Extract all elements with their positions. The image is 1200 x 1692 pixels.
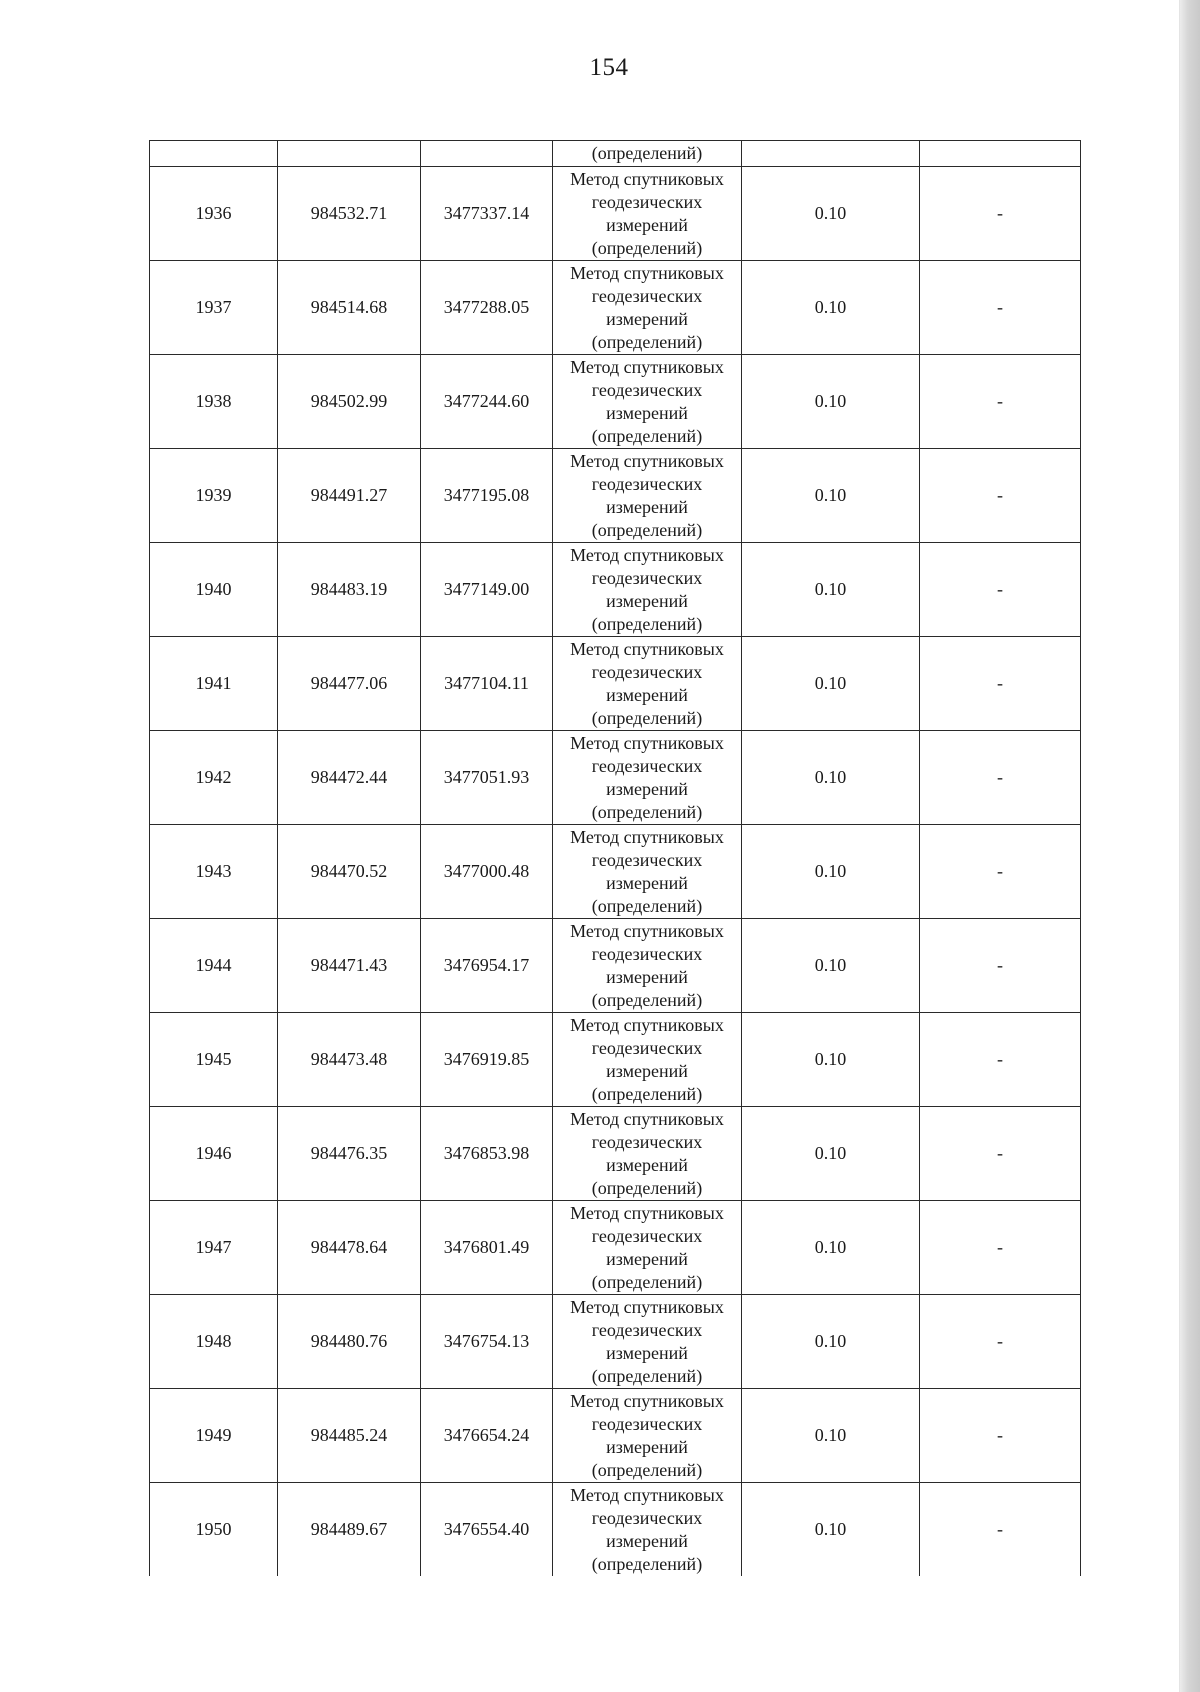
cell-x xyxy=(278,141,421,167)
cell-precision: 0.10 xyxy=(742,731,920,825)
cell-point: 1938 xyxy=(150,355,278,449)
cell-x: 984532.71 xyxy=(278,167,421,261)
cell-method xyxy=(553,1107,742,1201)
cell-method xyxy=(553,919,742,1013)
cell-x: 984470.52 xyxy=(278,825,421,919)
cell-x: 984489.67 xyxy=(278,1483,421,1577)
cell-description: - xyxy=(920,1483,1081,1577)
cell-y: 3476853.98 xyxy=(421,1107,553,1201)
method-text: Метод спутниковых геодезических измерений (определений) xyxy=(570,732,724,822)
cell-precision: 0.10 xyxy=(742,1295,920,1389)
cell-precision: 0.10 xyxy=(742,261,920,355)
cell-y: 3476654.24 xyxy=(421,1389,553,1483)
cell-x: 984473.48 xyxy=(278,1013,421,1107)
cell-x: 984478.64 xyxy=(278,1201,421,1295)
cell-method xyxy=(553,637,742,731)
table-row xyxy=(150,731,1081,825)
method-text: Метод спутниковых геодезических измерений (определений) xyxy=(570,920,724,1010)
cell-x: 984476.35 xyxy=(278,1107,421,1201)
cell-precision: 0.10 xyxy=(742,449,920,543)
cell-method xyxy=(553,731,742,825)
table-row xyxy=(150,919,1081,1013)
cell-x: 984483.19 xyxy=(278,543,421,637)
cell-description: - xyxy=(920,1013,1081,1107)
method-text: Метод спутниковых геодезических измерений (определений) xyxy=(570,826,724,916)
cell-precision: 0.10 xyxy=(742,1201,920,1295)
cell-y: 3477000.48 xyxy=(421,825,553,919)
coordinates-table-body xyxy=(150,141,1081,1577)
table-row xyxy=(150,261,1081,355)
cell-y: 3477288.05 xyxy=(421,261,553,355)
method-text: Метод спутниковых геодезических измерений (определений) xyxy=(570,168,724,258)
cell-precision xyxy=(742,141,920,167)
method-text: Метод спутниковых геодезических измерений (определений) xyxy=(570,1390,724,1480)
cell-description: - xyxy=(920,355,1081,449)
cell-description: - xyxy=(920,167,1081,261)
method-text: Метод спутниковых геодезических измерений (определений) xyxy=(570,1014,724,1104)
cell-precision: 0.10 xyxy=(742,167,920,261)
cell-description: - xyxy=(920,1295,1081,1389)
cell-description: - xyxy=(920,637,1081,731)
cell-x: 984480.76 xyxy=(278,1295,421,1389)
cell-method: (определений) xyxy=(553,141,742,167)
cell-point: 1939 xyxy=(150,449,278,543)
cell-precision: 0.10 xyxy=(742,1483,920,1577)
cell-method xyxy=(553,1389,742,1483)
cell-description: - xyxy=(920,731,1081,825)
table-row xyxy=(150,1013,1081,1107)
cell-x: 984491.27 xyxy=(278,449,421,543)
cell-precision: 0.10 xyxy=(742,1389,920,1483)
cell-point: 1940 xyxy=(150,543,278,637)
cell-x: 984477.06 xyxy=(278,637,421,731)
cell-description: - xyxy=(920,261,1081,355)
method-text: Метод спутниковых геодезических измерений (определений) xyxy=(570,638,724,728)
cell-description: - xyxy=(920,825,1081,919)
cell-y: 3476554.40 xyxy=(421,1483,553,1577)
cell-point: 1948 xyxy=(150,1295,278,1389)
method-text: Метод спутниковых геодезических измерений (определений) xyxy=(570,1202,724,1292)
cell-x: 984471.43 xyxy=(278,919,421,1013)
cell-point: 1946 xyxy=(150,1107,278,1201)
cell-description: - xyxy=(920,1389,1081,1483)
table-row xyxy=(150,1389,1081,1483)
cell-method xyxy=(553,543,742,637)
cell-precision: 0.10 xyxy=(742,637,920,731)
cell-y: 3476801.49 xyxy=(421,1201,553,1295)
cell-description: - xyxy=(920,449,1081,543)
table-row xyxy=(150,1295,1081,1389)
cell-point: 1942 xyxy=(150,731,278,825)
table-row xyxy=(150,1107,1081,1201)
cell-description xyxy=(920,141,1081,167)
cell-method xyxy=(553,825,742,919)
cell-x: 984485.24 xyxy=(278,1389,421,1483)
cell-method xyxy=(553,1483,742,1577)
method-text: Метод спутниковых геодезических измерений (определений) xyxy=(570,1484,724,1574)
table-row xyxy=(150,1483,1081,1577)
cell-method xyxy=(553,167,742,261)
cell-y: 3476754.13 xyxy=(421,1295,553,1389)
cell-point: 1944 xyxy=(150,919,278,1013)
cell-x: 984502.99 xyxy=(278,355,421,449)
cell-y xyxy=(421,141,553,167)
method-text: Метод спутниковых геодезических измерений (определений) xyxy=(570,450,724,540)
cell-method xyxy=(553,1201,742,1295)
table-row xyxy=(150,167,1081,261)
cell-y: 3477195.08 xyxy=(421,449,553,543)
cell-method xyxy=(553,449,742,543)
method-text: Метод спутниковых геодезических измерений (определений) xyxy=(570,356,724,446)
table-row xyxy=(150,449,1081,543)
cell-y: 3476954.17 xyxy=(421,919,553,1013)
method-text: Метод спутниковых геодезических измерений (определений) xyxy=(570,1296,724,1386)
cell-point: 1937 xyxy=(150,261,278,355)
cell-point: 1947 xyxy=(150,1201,278,1295)
cell-x: 984472.44 xyxy=(278,731,421,825)
table-row xyxy=(150,637,1081,731)
cell-method xyxy=(553,1295,742,1389)
cell-method xyxy=(553,1013,742,1107)
method-text: Метод спутниковых геодезических измерений (определений) xyxy=(570,1108,724,1198)
cell-y: 3477337.14 xyxy=(421,167,553,261)
cell-point: 1950 xyxy=(150,1483,278,1577)
cell-method xyxy=(553,261,742,355)
method-text: Метод спутниковых геодезических измерений (определений) xyxy=(570,262,724,352)
method-text: Метод спутниковых геодезических измерений (определений) xyxy=(570,544,724,634)
cell-y: 3477149.00 xyxy=(421,543,553,637)
cell-precision: 0.10 xyxy=(742,1013,920,1107)
table-row xyxy=(150,543,1081,637)
page-edge-shadow xyxy=(1180,0,1200,1692)
page-number: 154 xyxy=(589,54,629,81)
cell-y: 3477051.93 xyxy=(421,731,553,825)
cell-point: 1943 xyxy=(150,825,278,919)
cell-method xyxy=(553,355,742,449)
cell-description: - xyxy=(920,1107,1081,1201)
cell-precision: 0.10 xyxy=(742,825,920,919)
cell-y: 3477244.60 xyxy=(421,355,553,449)
cell-description: - xyxy=(920,919,1081,1013)
table-row xyxy=(150,825,1081,919)
table-row xyxy=(150,1201,1081,1295)
cell-point: 1949 xyxy=(150,1389,278,1483)
cell-point xyxy=(150,141,278,167)
cell-description: - xyxy=(920,1201,1081,1295)
cell-y: 3476919.85 xyxy=(421,1013,553,1107)
table-row xyxy=(150,355,1081,449)
cell-point: 1945 xyxy=(150,1013,278,1107)
cell-precision: 0.10 xyxy=(742,355,920,449)
cell-precision: 0.10 xyxy=(742,919,920,1013)
cell-point: 1941 xyxy=(150,637,278,731)
continued-row xyxy=(150,141,1081,167)
cell-point: 1936 xyxy=(150,167,278,261)
cell-precision: 0.10 xyxy=(742,543,920,637)
cell-description: - xyxy=(920,543,1081,637)
cell-precision: 0.10 xyxy=(742,1107,920,1201)
cell-y: 3477104.11 xyxy=(421,637,553,731)
cell-x: 984514.68 xyxy=(278,261,421,355)
coordinates-table xyxy=(149,140,1081,1576)
